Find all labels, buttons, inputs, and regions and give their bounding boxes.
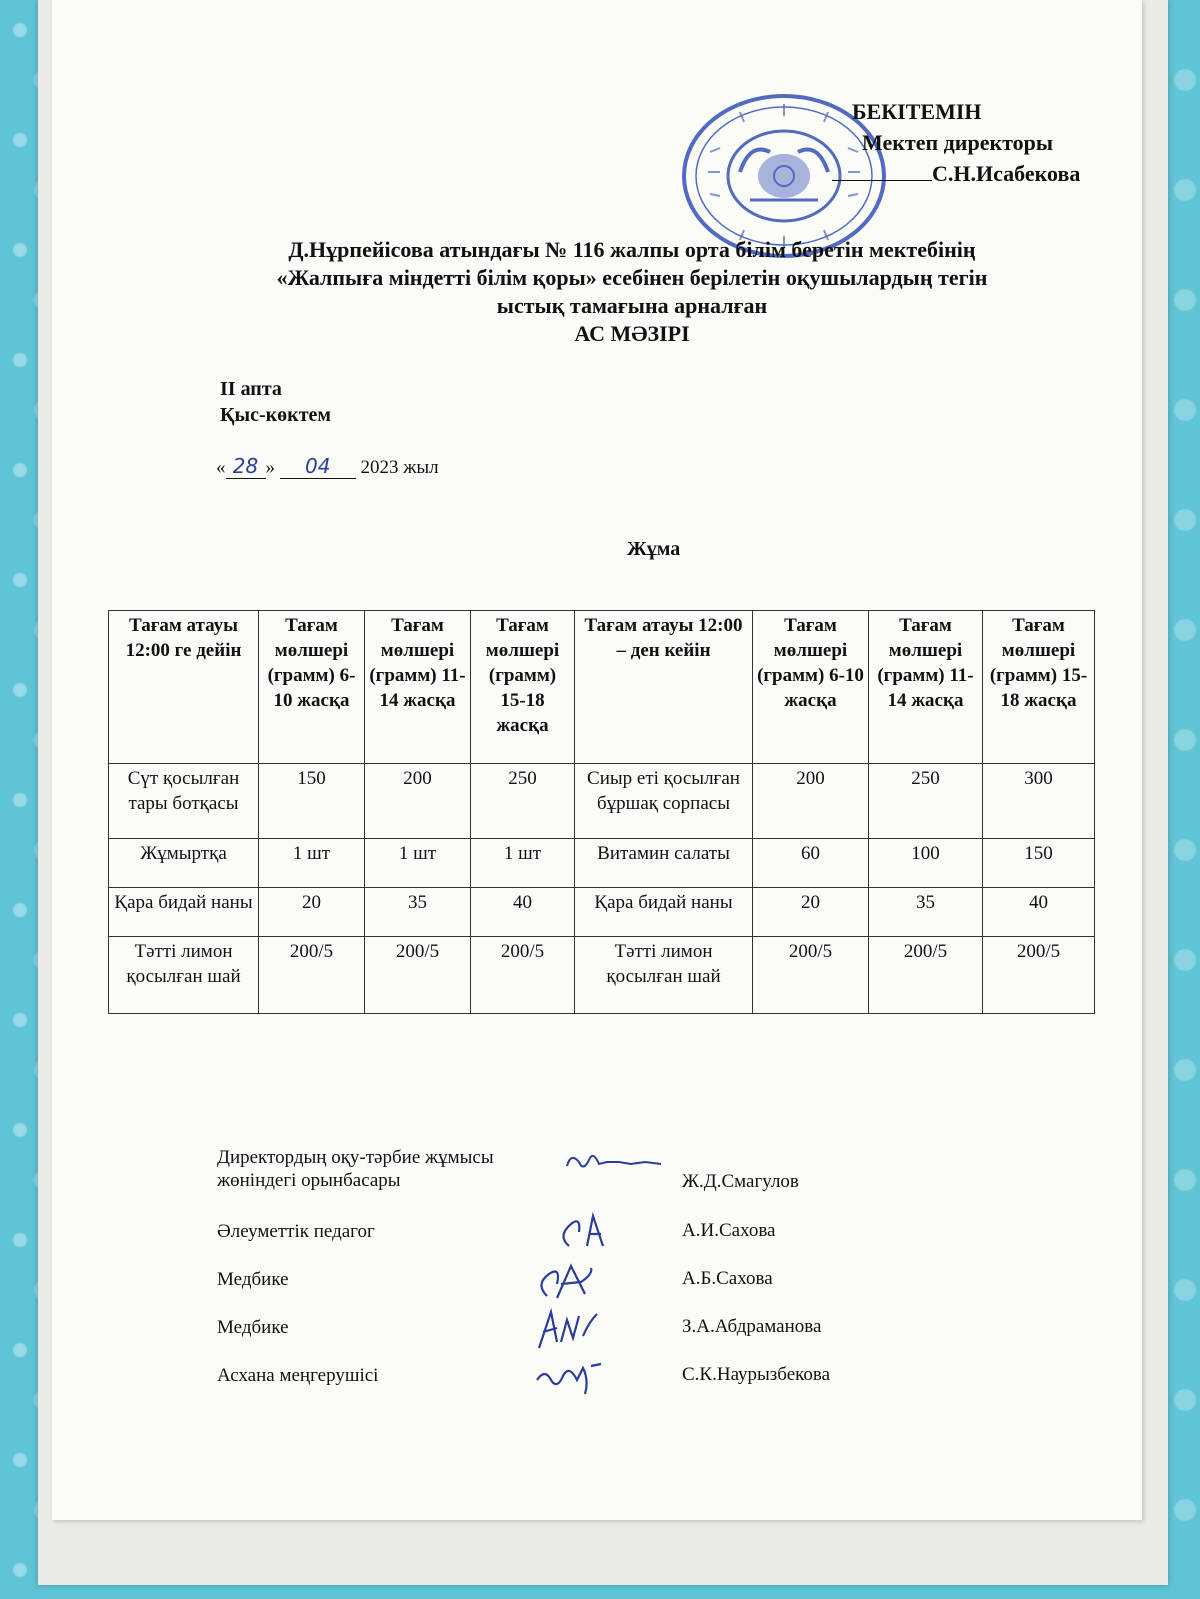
signatory-position: Әлеуметтік педагог xyxy=(217,1221,375,1242)
table-cell: Сиыр еті қосылған бұршақ сорпасы xyxy=(575,764,753,839)
table-cell: 20 xyxy=(259,888,365,937)
table-cell: 35 xyxy=(365,888,471,937)
header-cell: Тағам мөлшері (грамм) 6-10 жасқа xyxy=(753,611,869,764)
table-cell: 250 xyxy=(471,764,575,839)
table-cell: 35 xyxy=(869,888,983,937)
header-cell: Тағам мөлшері (грамм) 6-10 жасқа xyxy=(259,611,365,764)
signatory-name: А.И.Сахова xyxy=(682,1220,776,1241)
handwritten-signature xyxy=(527,1350,677,1400)
director-name: С.Н.Исабекова xyxy=(932,161,1081,186)
table-cell: 1 шт xyxy=(259,839,365,888)
table-header-row xyxy=(109,611,1095,764)
table-cell: 200/5 xyxy=(869,937,983,1014)
header-cell: Тағам мөлшері (грамм) 11-14 жасқа xyxy=(869,611,983,764)
title-line-2: «Жалпыға міндетті білім қоры» есебінен берілетін оқушылардың тегін xyxy=(276,265,988,290)
week-info xyxy=(220,376,331,428)
table-cell: 40 xyxy=(471,888,575,937)
signatory-position: Асхана меңгерушісі xyxy=(217,1365,379,1386)
handwritten-signature xyxy=(527,1132,677,1182)
date-line xyxy=(216,454,439,479)
title-line-3: ыстық тамағына арналған xyxy=(496,293,768,318)
table-cell: 200 xyxy=(365,764,471,839)
table-cell: 150 xyxy=(259,764,365,839)
table-row xyxy=(109,888,1095,937)
document-page xyxy=(52,0,1142,1520)
approval-position: Мектеп директоры xyxy=(862,130,1054,155)
date-month: 04 xyxy=(280,454,356,479)
signatory-name: С.К.Наурызбекова xyxy=(682,1364,831,1385)
table-cell: 300 xyxy=(983,764,1095,839)
table-cell: 200/5 xyxy=(753,937,869,1014)
table-cell: 100 xyxy=(869,839,983,888)
menu-table xyxy=(108,610,1095,1014)
handwritten-signature xyxy=(527,1206,677,1256)
table-cell: Тәтті лимон қосылған шай xyxy=(109,937,259,1014)
handwritten-signature xyxy=(527,1302,677,1352)
table-cell: 200/5 xyxy=(983,937,1095,1014)
table-row xyxy=(109,937,1095,1014)
date-close-quote: » xyxy=(265,457,275,478)
table-cell: 60 xyxy=(753,839,869,888)
table-cell: 1 шт xyxy=(471,839,575,888)
handwritten-signature xyxy=(527,1254,677,1304)
table-cell: Қара бидай наны xyxy=(575,888,753,937)
table-cell: Сүт қосылған тары ботқасы xyxy=(109,764,259,839)
table-cell: Жұмыртқа xyxy=(109,839,259,888)
week-number: ІІ апта xyxy=(220,378,282,400)
approval-block xyxy=(812,96,1132,189)
header-cell: Тағам мөлшері (грамм) 11-14 жасқа xyxy=(365,611,471,764)
signatory-name: А.Б.Сахова xyxy=(682,1268,773,1289)
table-cell: 250 xyxy=(869,764,983,839)
signatory-row xyxy=(217,1146,917,1192)
date-day: 28 xyxy=(226,454,266,479)
table-row xyxy=(109,764,1095,839)
table-cell: Қара бидай наны xyxy=(109,888,259,937)
table-cell: 200/5 xyxy=(365,937,471,1014)
table-cell: 1 шт xyxy=(365,839,471,888)
table-row xyxy=(109,839,1095,888)
header-cell: Тағам мөлшері (грамм) 15-18 жасқа xyxy=(471,611,575,764)
header-cell: Тағам атауы 12:00 ге дейін xyxy=(109,611,259,764)
signature-blank xyxy=(832,162,932,181)
signatory-position: Медбике xyxy=(217,1317,289,1338)
header-cell: Тағам атауы 12:00 – ден кейін xyxy=(575,611,753,764)
signatory-name: З.А.Абдраманова xyxy=(682,1316,822,1337)
season: Қыс-көктем xyxy=(220,404,332,426)
title-line-1: Д.Нұрпейісова атындағы № 116 жалпы орта білім беретін мектебінің xyxy=(288,237,976,262)
table-cell: 200 xyxy=(753,764,869,839)
signatory-row xyxy=(217,1364,917,1404)
table-cell: Витамин салаты xyxy=(575,839,753,888)
approval-heading: БЕКІТЕМІН xyxy=(852,99,982,124)
title-line-4: АС МӘЗІРІ xyxy=(574,321,690,346)
approval-signature-line xyxy=(812,158,1132,189)
signatory-position: Медбике xyxy=(217,1269,289,1290)
table-cell: 200/5 xyxy=(259,937,365,1014)
document-title xyxy=(202,236,1062,348)
signatory-position: Директордың оқу-тәрбие жұмысы жөніндегі орынбасары xyxy=(217,1147,494,1191)
table-cell: 150 xyxy=(983,839,1095,888)
header-cell: Тағам мөлшері (грамм) 15-18 жасқа xyxy=(983,611,1095,764)
signatory-name: Ж.Д.Смагулов xyxy=(682,1171,799,1192)
table-cell: 200/5 xyxy=(471,937,575,1014)
table-cell: 40 xyxy=(983,888,1095,937)
weekday-label: Жұма xyxy=(627,538,681,560)
table-cell: 20 xyxy=(753,888,869,937)
date-year: 2023 жыл xyxy=(360,457,439,478)
table-cell: Тәтті лимон қосылған шай xyxy=(575,937,753,1014)
date-open-quote: « xyxy=(216,457,226,478)
